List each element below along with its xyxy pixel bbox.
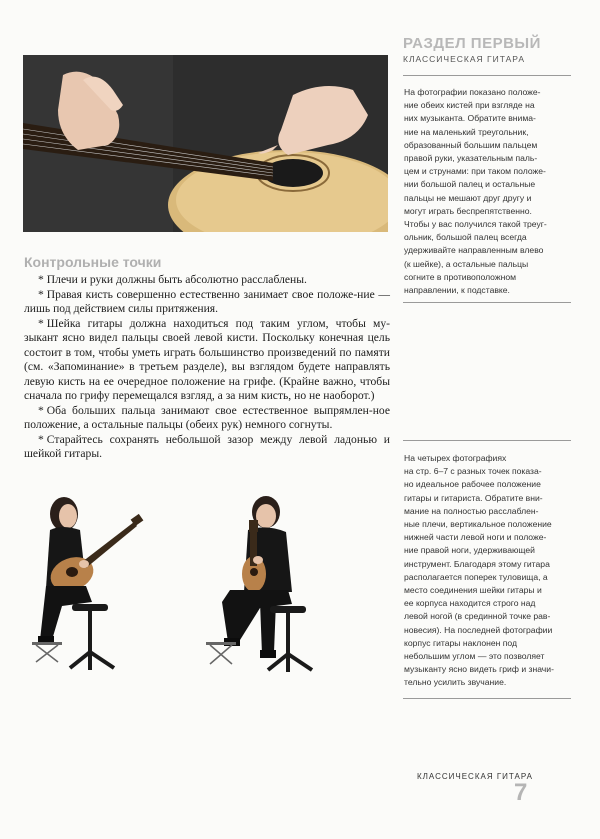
bullet-mark: * — [38, 287, 44, 301]
paragraph-4 — [24, 404, 390, 433]
caption-line: ее корпуса находится строго над — [404, 598, 536, 609]
bullet-mark: * — [38, 316, 44, 330]
sidebar-caption-bottom — [404, 452, 574, 690]
caption-line: мание на полностью расслаблен- — [404, 505, 539, 516]
caption-line: небольшим углом — это позволяет — [404, 651, 545, 662]
caption-line: музыканту ясно видеть гриф и значи- — [404, 664, 554, 675]
paragraph-1 — [24, 273, 390, 288]
caption-bottom-divider-top — [403, 440, 571, 441]
caption-line: нии большой палец и остальные — [404, 179, 536, 190]
caption-line: инструмент. Благодаря этому гитара — [404, 558, 550, 569]
bullet-mark: * — [38, 273, 44, 286]
caption-line: (к шейке), а остальные пальцы — [404, 258, 529, 269]
caption-line: ние обеих кистей при взгляде на — [404, 100, 535, 111]
caption-line: ольник, большой палец всегда — [404, 232, 527, 243]
guitarist-illustration — [22, 492, 152, 674]
guitarist-illustration — [200, 492, 330, 676]
caption-line: На фотографии показано положе- — [404, 87, 541, 97]
hands-on-guitar-illustration — [23, 55, 388, 232]
footer-label: КЛАССИЧЕСКАЯ ГИТАРА — [417, 772, 533, 781]
caption-line: левой ногой (в срединной точке рав- — [404, 611, 551, 622]
caption-line: могут играть беспрепятственно. — [404, 205, 532, 216]
page-number: 7 — [514, 779, 528, 806]
caption-line: направлении, к подставке. — [404, 285, 510, 296]
section-title: РАЗДЕЛ ПЕРВЫЙ — [403, 35, 541, 52]
caption-line: На четырех фотографиях — [404, 453, 507, 463]
sidebar-caption-top — [404, 86, 572, 297]
caption-line: нижней части левой ноги и положе- — [404, 532, 547, 543]
caption-line: место соединения шейки гитары и — [404, 585, 542, 596]
hands-on-guitar-photo — [23, 55, 388, 232]
paragraph-text: Старайтесь сохранять небольшой зазор между левой ладонью и шейкой гитары. — [24, 432, 390, 460]
caption-line: новесия). На последней фотографии — [404, 624, 553, 635]
caption-line: согните в противоположном — [404, 271, 517, 282]
caption-bottom-divider — [403, 698, 571, 699]
paragraph-text: Плечи и руки должны быть абсолютно расслаблены. — [46, 273, 307, 286]
paragraph-5 — [24, 433, 390, 462]
bullet-mark: * — [38, 432, 44, 446]
caption-line: ние на маленький треугольник, — [404, 126, 529, 137]
guitarist-photo-right — [200, 492, 330, 676]
caption-line: корпус гитары наклонен под — [404, 637, 518, 648]
header-divider — [403, 75, 571, 76]
paragraph-text: Оба больших пальца занимают свое естественное выпрямлен-ное положение, а остальные пальцы (обеих рук) немного согнуты. — [24, 403, 390, 431]
caption-line: тельно усилить звучание. — [404, 677, 507, 688]
section-subtitle: КЛАССИЧЕСКАЯ ГИТАРА — [403, 54, 526, 64]
caption-line: них музыканта. Обратите внима- — [404, 113, 536, 124]
caption-top-divider — [403, 302, 571, 303]
section-heading: Контрольные точки — [24, 254, 162, 270]
caption-line: Чтобы у вас получился такой треуг- — [404, 219, 547, 230]
section-header — [403, 36, 573, 64]
guitarist-photo-left — [22, 492, 152, 674]
caption-line: ние правой ноги, удерживающей — [404, 545, 535, 556]
caption-line: располагается поперек туловища, а — [404, 571, 548, 582]
caption-line: удерживайте направленным влево — [404, 245, 544, 256]
paragraph-text: Правая кисть совершенно естественно занимает свое положе-ние — лишь под действием силы притяжения. — [24, 287, 390, 315]
paragraph-text: Шейка гитары должна находиться под таким углом, чтобы му-зыкант ясно видел пальцы своей левой кисти. Поскольку конечная цель состоит в том, чтобы уметь играть большинство произведений по памяти (см. «Запоминание» в третьем разделе), вы взглядом будете направлять левую кисть на ее очередное положение на грифе. (Крайне важно, чтобы сначала по грифу перемещался взгляд, а за ним кисть, но не наоборот.) — [24, 316, 390, 402]
caption-line: пальцы не мешают друг другу и — [404, 192, 532, 203]
paragraph-2 — [24, 288, 390, 317]
caption-line: но идеальное рабочее положение — [404, 479, 541, 490]
caption-line: цем и струнами: при таком положе- — [404, 166, 546, 177]
caption-line: правой руки, указательным паль- — [404, 153, 538, 164]
bullet-mark: * — [38, 403, 44, 417]
main-body-text — [24, 273, 390, 462]
caption-line: ные плечи, вертикальное положение — [404, 519, 552, 530]
paragraph-3 — [24, 317, 390, 404]
caption-line: гитары и гитариста. Обратите вни- — [404, 492, 543, 503]
caption-line: образованный большим пальцем — [404, 139, 538, 150]
caption-line: на стр. 6–7 с разных точек показа- — [404, 466, 542, 477]
